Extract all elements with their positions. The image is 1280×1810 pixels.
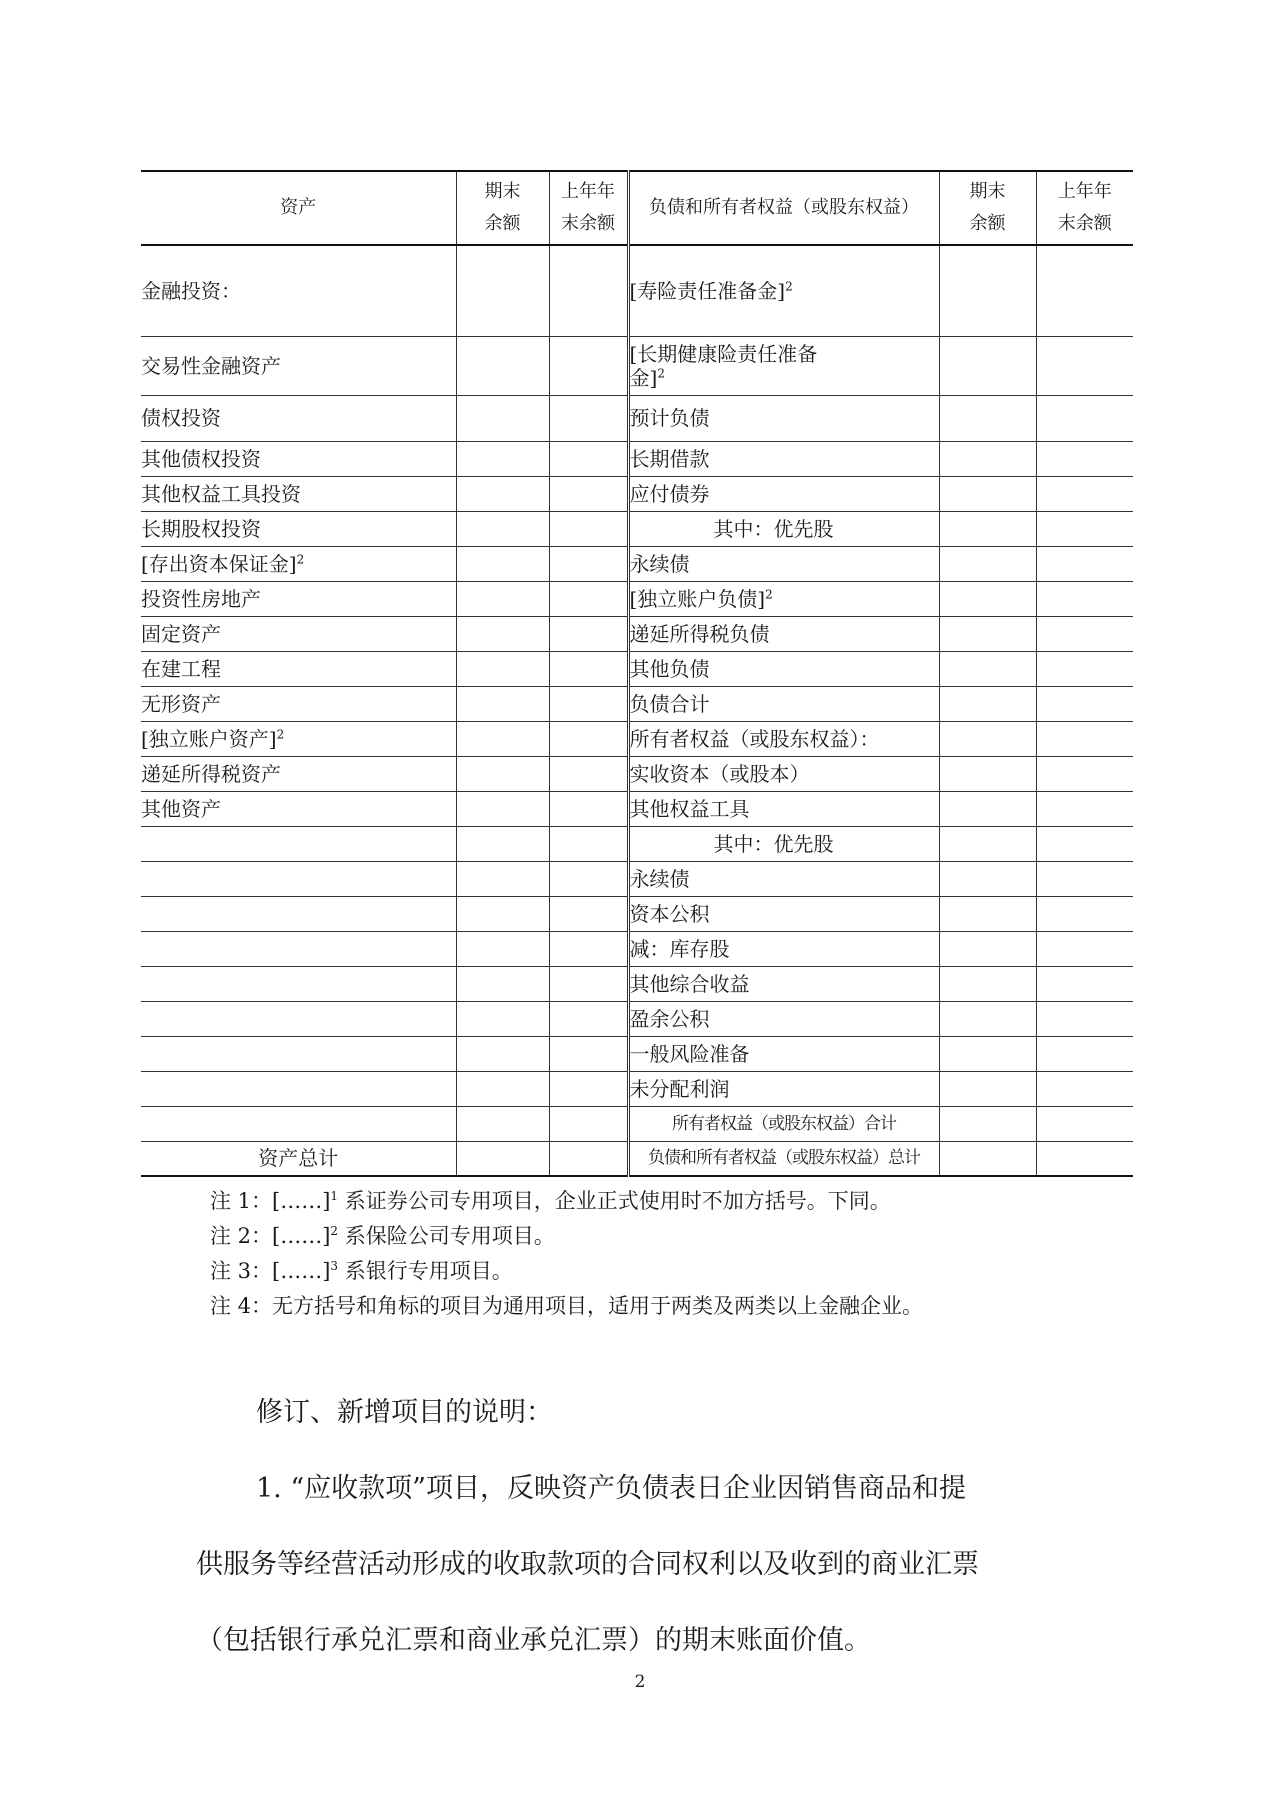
- header-end-balance-line2: 余额: [484, 213, 521, 234]
- asset-item: [141, 395, 456, 441]
- asset-item-label: 债权投资: [141, 406, 221, 430]
- asset-prev-balance-cell[interactable]: [549, 931, 628, 966]
- asset-end-balance-cell[interactable]: [456, 966, 549, 1001]
- note-2: [210, 1219, 923, 1254]
- liability-prev-balance-cell[interactable]: [1036, 791, 1133, 826]
- note-1-text: 系证券公司专用项目，企业正式使用时不加方括号。下同。: [338, 1189, 891, 1213]
- asset-end-balance-cell[interactable]: [456, 651, 549, 686]
- asset-prev-balance-cell[interactable]: [549, 826, 628, 861]
- asset-prev-balance-cell[interactable]: [549, 896, 628, 931]
- asset-prev-balance-cell[interactable]: [549, 1106, 628, 1141]
- table-row: [141, 476, 1133, 511]
- asset-prev-balance-cell[interactable]: [549, 791, 628, 826]
- asset-item-label: 固定资产: [141, 621, 221, 646]
- liability-prev-balance-cell[interactable]: [1036, 476, 1133, 511]
- liability-item: [628, 336, 939, 395]
- asset-item: [141, 721, 456, 756]
- asset-item: [141, 1036, 456, 1071]
- liability-prev-balance-cell[interactable]: [1036, 1071, 1133, 1106]
- liability-item-label: 应付债券: [629, 481, 710, 506]
- header-prev-balance-2-line1: 上年年: [1057, 181, 1112, 202]
- liability-prev-balance-cell[interactable]: [1036, 896, 1133, 931]
- liability-prev-balance-cell[interactable]: [1036, 395, 1133, 441]
- table-row: [141, 1071, 1133, 1106]
- header-end-balance: [456, 171, 549, 245]
- liability-end-balance-cell[interactable]: [939, 1036, 1036, 1071]
- asset-prev-balance-cell[interactable]: [549, 1036, 628, 1071]
- note-1-sup: 1: [330, 1189, 339, 1203]
- liability-end-balance-cell[interactable]: [939, 896, 1036, 931]
- note-2-prefix: 注 2：[……]: [210, 1224, 331, 1248]
- liability-item-label: [寿险责任准备金]: [629, 278, 786, 303]
- asset-prev-balance-cell[interactable]: [549, 756, 628, 791]
- asset-prev-balance-cell[interactable]: [549, 581, 628, 616]
- asset-item: [141, 1141, 456, 1176]
- liability-prev-balance-cell[interactable]: [1036, 1141, 1133, 1176]
- paragraph-line-3: （包括银行承兑汇票和商业承兑汇票）的期末账面价值。: [196, 1625, 871, 1656]
- asset-item: [141, 896, 456, 931]
- note-1: [210, 1184, 923, 1219]
- table-row: [141, 966, 1133, 1001]
- asset-item: [141, 581, 456, 616]
- liability-end-balance-cell[interactable]: [939, 966, 1036, 1001]
- asset-prev-balance-cell[interactable]: [549, 651, 628, 686]
- asset-prev-balance-cell[interactable]: [549, 395, 628, 441]
- asset-prev-balance-cell[interactable]: [549, 476, 628, 511]
- liability-item: [628, 791, 939, 826]
- paragraph-line-2: 供服务等经营活动形成的收取款项的合同权利以及收到的商业汇票: [196, 1549, 979, 1580]
- liability-end-balance-cell[interactable]: [939, 336, 1036, 395]
- asset-prev-balance-cell[interactable]: [549, 861, 628, 896]
- liability-item: [628, 826, 939, 861]
- asset-item-label: [独立账户资产]: [141, 726, 277, 751]
- note-2-sup: 2: [330, 1224, 339, 1238]
- liability-item: [628, 651, 939, 686]
- liability-item-label: [独立账户负债]: [629, 586, 766, 611]
- liability-item-label: 一般风险准备: [629, 1041, 750, 1066]
- header-end-balance-line1: 期末: [484, 181, 521, 202]
- liability-end-balance-cell[interactable]: [939, 616, 1036, 651]
- liability-end-balance-cell[interactable]: [939, 651, 1036, 686]
- asset-prev-balance-cell[interactable]: [549, 511, 628, 546]
- header-prev-balance-2: [1036, 171, 1133, 245]
- asset-item: [141, 651, 456, 686]
- asset-item-label: 其他权益工具投资: [141, 481, 301, 506]
- liability-prev-balance-cell[interactable]: [1036, 441, 1133, 476]
- asset-prev-balance-cell[interactable]: [549, 721, 628, 756]
- liability-item-label: 递延所得税负债: [629, 621, 770, 646]
- asset-end-balance-cell[interactable]: [456, 791, 549, 826]
- note-1-prefix: 注 1：[……]: [210, 1189, 331, 1213]
- liability-prev-balance-cell[interactable]: [1036, 1036, 1133, 1071]
- liability-item-label-line2: 金]: [629, 365, 658, 390]
- liability-end-balance-cell[interactable]: [939, 1001, 1036, 1036]
- asset-prev-balance-cell[interactable]: [549, 686, 628, 721]
- asset-end-balance-cell[interactable]: [456, 931, 549, 966]
- table-row: [141, 546, 1133, 581]
- asset-end-balance-cell[interactable]: [456, 581, 549, 616]
- liability-end-balance-cell[interactable]: [939, 476, 1036, 511]
- liability-prev-balance-cell[interactable]: [1036, 511, 1133, 546]
- table-header-row: [141, 171, 1133, 245]
- asset-end-balance-cell[interactable]: [456, 861, 549, 896]
- liability-prev-balance-cell[interactable]: [1036, 686, 1133, 721]
- liability-end-balance-cell[interactable]: [939, 1071, 1036, 1106]
- table-row: [141, 441, 1133, 476]
- header-prev-balance-2-line2: 末余额: [1057, 213, 1112, 234]
- table-row: [141, 511, 1133, 546]
- liability-item: [628, 861, 939, 896]
- asset-item-label: 在建工程: [141, 656, 221, 681]
- asset-end-balance-cell[interactable]: [456, 1036, 549, 1071]
- table-row: [141, 1036, 1133, 1071]
- asset-item-label: 长期股权投资: [141, 516, 261, 541]
- liability-item-label: 其他权益工具: [629, 796, 750, 821]
- liability-end-balance-cell[interactable]: [939, 581, 1036, 616]
- table-row: [141, 1001, 1133, 1036]
- liability-prev-balance-cell[interactable]: [1036, 1106, 1133, 1141]
- table-row: [141, 931, 1133, 966]
- note-4: [210, 1289, 923, 1324]
- asset-end-balance-cell[interactable]: [456, 1001, 549, 1036]
- liability-item: [628, 756, 939, 791]
- asset-prev-balance-cell[interactable]: [549, 1141, 628, 1176]
- asset-item: [141, 511, 456, 546]
- asset-end-balance-cell[interactable]: [456, 441, 549, 476]
- liability-item: [628, 721, 939, 756]
- table-row: [141, 756, 1133, 791]
- liability-item-label: 减：库存股: [629, 936, 730, 961]
- table-row: [141, 1141, 1133, 1176]
- liability-item: [628, 1036, 939, 1071]
- liability-item: [628, 966, 939, 1001]
- table-row: [141, 395, 1133, 441]
- asset-item-label: 其他债权投资: [141, 446, 261, 471]
- liability-item-label: 所有者权益（或股东权益）合计: [672, 1113, 896, 1134]
- table-row: [141, 245, 1133, 336]
- asset-item-label: [存出资本保证金]: [141, 551, 297, 576]
- liability-item: [628, 896, 939, 931]
- liability-item-footnote-mark: 2: [785, 279, 793, 294]
- asset-end-balance-cell[interactable]: [456, 1106, 549, 1141]
- asset-item-label: 金融投资：: [141, 278, 241, 303]
- header-asset: 资产: [141, 171, 456, 245]
- liability-item: [628, 245, 939, 336]
- paragraph-line-1: 1. “应收款项”项目，反映资产负债表日企业因销售商品和提: [256, 1473, 966, 1504]
- asset-item: [141, 1071, 456, 1106]
- liability-item-label: 所有者权益（或股东权益）：: [629, 726, 880, 751]
- asset-item: [141, 616, 456, 651]
- liability-end-balance-cell[interactable]: [939, 1141, 1036, 1176]
- liability-item: [628, 581, 939, 616]
- liability-prev-balance-cell[interactable]: [1036, 966, 1133, 1001]
- asset-prev-balance-cell[interactable]: [549, 1071, 628, 1106]
- asset-end-balance-cell[interactable]: [456, 1141, 549, 1176]
- asset-item-footnote-mark: 2: [296, 551, 305, 566]
- liability-prev-balance-cell[interactable]: [1036, 826, 1133, 861]
- table-row: [141, 651, 1133, 686]
- liability-prev-balance-cell[interactable]: [1036, 581, 1133, 616]
- section-heading: 修订、新增项目的说明：: [256, 1397, 553, 1428]
- note-3-prefix: 注 3：[……]: [210, 1259, 331, 1283]
- liability-end-balance-cell[interactable]: [939, 931, 1036, 966]
- liability-end-balance-cell[interactable]: [939, 826, 1036, 861]
- liability-item-footnote-mark: 2: [765, 586, 773, 601]
- asset-end-balance-cell[interactable]: [456, 476, 549, 511]
- liability-prev-balance-cell[interactable]: [1036, 861, 1133, 896]
- liability-item-label: 其他综合收益: [629, 971, 750, 996]
- asset-item: [141, 1106, 456, 1141]
- asset-end-balance-cell[interactable]: [456, 826, 549, 861]
- liability-end-balance-cell[interactable]: [939, 511, 1036, 546]
- asset-prev-balance-cell[interactable]: [549, 336, 628, 395]
- liability-item-label: 预计负债: [629, 406, 710, 430]
- liability-prev-balance-cell[interactable]: [1036, 651, 1133, 686]
- asset-item-label: 交易性金融资产: [141, 353, 281, 378]
- liability-item-label: 盈余公积: [629, 1006, 710, 1031]
- asset-prev-balance-cell[interactable]: [549, 616, 628, 651]
- liability-item-label: 实收资本（或股本）: [629, 761, 810, 786]
- asset-item-label: 递延所得税资产: [141, 761, 281, 786]
- asset-item: [141, 441, 456, 476]
- table-row: [141, 686, 1133, 721]
- liability-item-label: 负债和所有者权益（或股东权益）总计: [648, 1148, 920, 1169]
- table-notes: [210, 1184, 923, 1324]
- liability-item: [628, 1071, 939, 1106]
- liability-item: [628, 511, 939, 546]
- asset-prev-balance-cell[interactable]: [549, 1001, 628, 1036]
- liability-item-label: 其他负债: [629, 656, 710, 681]
- asset-item-label: 投资性房地产: [141, 586, 261, 611]
- liability-prev-balance-cell[interactable]: [1036, 756, 1133, 791]
- liability-item: [628, 395, 939, 441]
- header-prev-balance: [549, 171, 628, 245]
- liability-end-balance-cell[interactable]: [939, 245, 1036, 336]
- header-end-balance-2-line2: 余额: [969, 213, 1006, 234]
- asset-item-footnote-mark: 2: [276, 726, 285, 741]
- note-3-sup: 3: [330, 1259, 339, 1273]
- header-prev-balance-line2: 末余额: [561, 213, 615, 234]
- liability-item: [628, 616, 939, 651]
- liability-item: [628, 441, 939, 476]
- liability-item: [628, 1106, 939, 1141]
- liability-item: [628, 476, 939, 511]
- liability-item-label: 永续债: [629, 866, 690, 891]
- liability-item-label: 未分配利润: [629, 1076, 730, 1101]
- asset-prev-balance-cell[interactable]: [549, 441, 628, 476]
- asset-end-balance-cell[interactable]: [456, 1071, 549, 1106]
- liability-prev-balance-cell[interactable]: [1036, 931, 1133, 966]
- table-row: [141, 861, 1133, 896]
- liability-end-balance-cell[interactable]: [939, 756, 1036, 791]
- liability-prev-balance-cell[interactable]: [1036, 616, 1133, 651]
- asset-item: [141, 931, 456, 966]
- liability-prev-balance-cell[interactable]: [1036, 336, 1133, 395]
- table-row: [141, 1106, 1133, 1141]
- liability-item-label: 其中：优先股: [713, 516, 834, 541]
- asset-prev-balance-cell[interactable]: [549, 245, 628, 336]
- asset-item: [141, 756, 456, 791]
- liability-end-balance-cell[interactable]: [939, 686, 1036, 721]
- asset-item: [141, 826, 456, 861]
- asset-item: [141, 1001, 456, 1036]
- asset-end-balance-cell[interactable]: [456, 336, 549, 395]
- asset-end-balance-cell[interactable]: [456, 756, 549, 791]
- asset-end-balance-cell[interactable]: [456, 245, 549, 336]
- asset-item-label: 资产总计: [258, 1146, 339, 1171]
- asset-item: [141, 966, 456, 1001]
- table-row: [141, 896, 1133, 931]
- table-row: [141, 616, 1133, 651]
- asset-item: [141, 245, 456, 336]
- liability-item-label: 永续债: [629, 551, 690, 576]
- liability-item: [628, 686, 939, 721]
- asset-prev-balance-cell[interactable]: [549, 546, 628, 581]
- table-row: [141, 336, 1133, 395]
- asset-prev-balance-cell[interactable]: [549, 966, 628, 1001]
- balance-sheet-table: [141, 170, 1133, 1177]
- asset-item: [141, 791, 456, 826]
- liability-end-balance-cell[interactable]: [939, 1106, 1036, 1141]
- header-end-balance-2: [939, 171, 1036, 245]
- asset-item: [141, 476, 456, 511]
- note-3: [210, 1254, 923, 1289]
- liability-item-label: [长期健康险责任准备: [629, 341, 818, 366]
- header-liability: 负债和所有者权益（或股东权益）: [628, 171, 939, 245]
- asset-end-balance-cell[interactable]: [456, 896, 549, 931]
- liability-end-balance-cell[interactable]: [939, 721, 1036, 756]
- asset-item-label: 其他资产: [141, 796, 221, 821]
- liability-item-label: 长期借款: [629, 446, 710, 471]
- table-row: [141, 581, 1133, 616]
- liability-end-balance-cell[interactable]: [939, 546, 1036, 581]
- header-end-balance-2-line1: 期末: [969, 181, 1006, 202]
- liability-end-balance-cell[interactable]: [939, 861, 1036, 896]
- liability-prev-balance-cell[interactable]: [1036, 245, 1133, 336]
- liability-item-label: 其中：优先股: [713, 831, 834, 856]
- asset-end-balance-cell[interactable]: [456, 686, 549, 721]
- page-number: 2: [634, 1672, 646, 1692]
- table-row: [141, 721, 1133, 756]
- table-row: [141, 791, 1133, 826]
- liability-end-balance-cell[interactable]: [939, 441, 1036, 476]
- asset-end-balance-cell[interactable]: [456, 546, 549, 581]
- asset-item: [141, 546, 456, 581]
- liability-item: [628, 546, 939, 581]
- liability-item: [628, 1141, 939, 1176]
- asset-item: [141, 336, 456, 395]
- note-2-text: 系保险公司专用项目。: [338, 1224, 555, 1248]
- liability-item: [628, 1001, 939, 1036]
- asset-item: [141, 686, 456, 721]
- liability-prev-balance-cell[interactable]: [1036, 721, 1133, 756]
- table-row: [141, 826, 1133, 861]
- liability-item-footnote-mark: 2: [657, 365, 665, 380]
- asset-end-balance-cell[interactable]: [456, 395, 549, 441]
- liability-end-balance-cell[interactable]: [939, 395, 1036, 441]
- asset-item-label: 无形资产: [141, 691, 221, 716]
- asset-end-balance-cell[interactable]: [456, 721, 549, 756]
- liability-prev-balance-cell[interactable]: [1036, 1001, 1133, 1036]
- liability-item-label: 资本公积: [629, 901, 710, 926]
- liability-item-label: 负债合计: [629, 691, 710, 716]
- asset-item: [141, 861, 456, 896]
- note-4-prefix: 注 4：无方括号和角标的项目为通用项目，适用于两类及两类以上金融企业。: [210, 1294, 924, 1318]
- header-prev-balance-line1: 上年年: [561, 181, 615, 202]
- asset-end-balance-cell[interactable]: [456, 616, 549, 651]
- asset-end-balance-cell[interactable]: [456, 511, 549, 546]
- liability-item: [628, 931, 939, 966]
- liability-prev-balance-cell[interactable]: [1036, 546, 1133, 581]
- liability-end-balance-cell[interactable]: [939, 791, 1036, 826]
- note-3-text: 系银行专用项目。: [338, 1259, 513, 1283]
